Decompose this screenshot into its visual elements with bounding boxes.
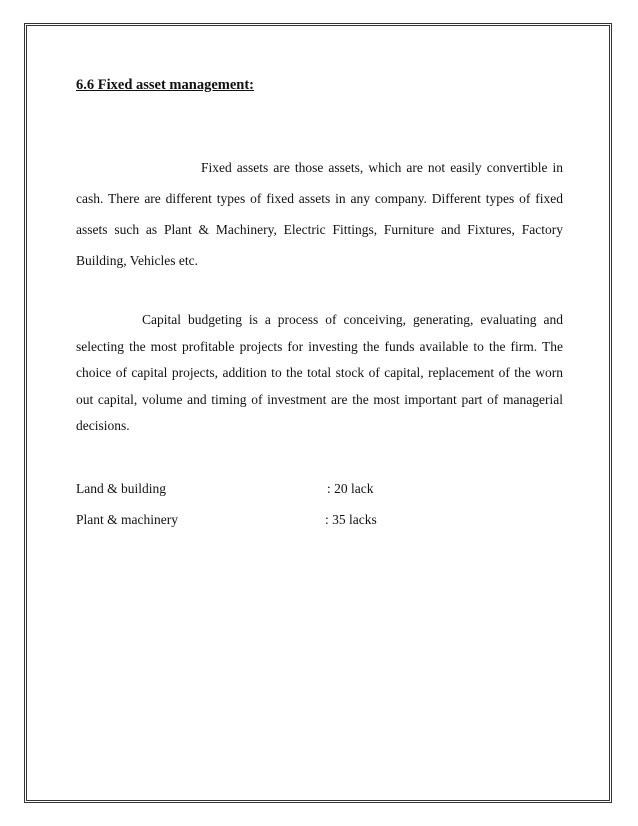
asset-label: Plant & machinery — [76, 512, 178, 527]
paragraph-fixed-assets: Fixed assets are those assets, which are not easily convertible in cash. There are different types of fixed assets in any company. Different types of fixed assets such as Plant & Machinery, Electric Fittings, Furniture and Fixtures, Factory Building, Vehicles etc. — [76, 160, 563, 268]
section-heading: 6.6 Fixed asset management: — [76, 77, 255, 93]
asset-value: : 35 lacks — [325, 512, 377, 527]
paragraph-capital-budgeting: Capital budgeting is a process of conceiving, generating, evaluating and selecting the most profitable projects for investing the funds available to the firm. The choice of capital projects, addition to the total stock of capital, replacement of the worn out capital, volume and timing of investment are the most important part of managerial decisions. — [76, 312, 563, 433]
asset-value: : 20 lack — [327, 481, 374, 496]
asset-label: Land & building — [76, 481, 166, 496]
